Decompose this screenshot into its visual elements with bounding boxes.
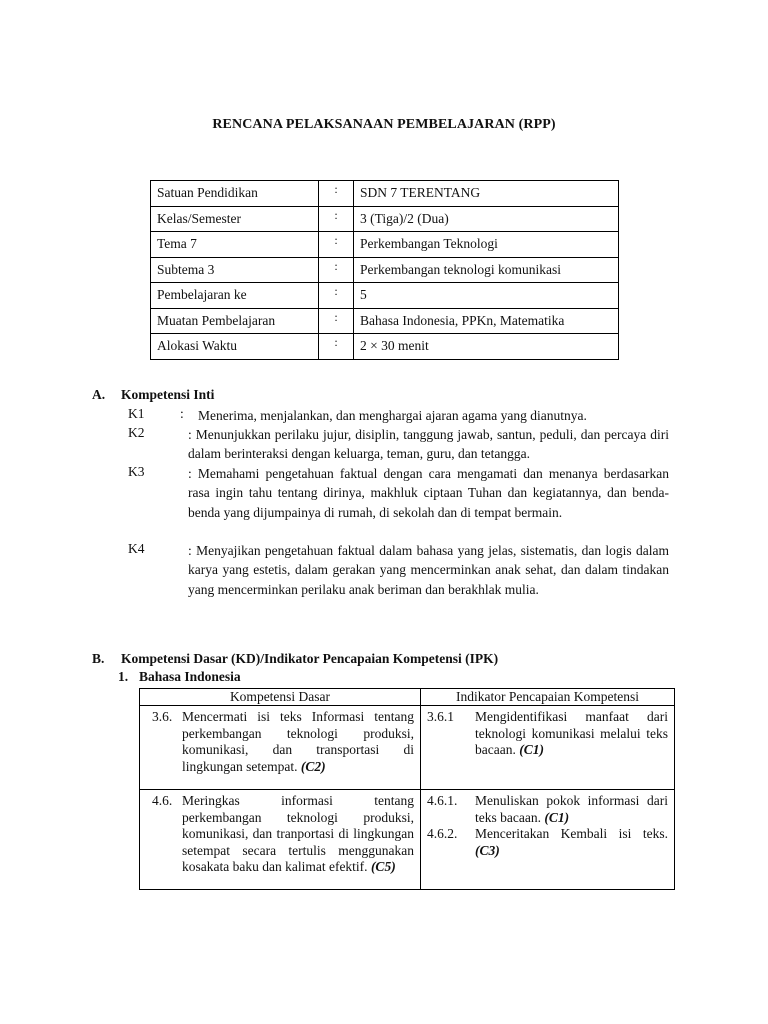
ki-separator: : — [180, 406, 184, 421]
identity-value: SDN 7 TERENTANG — [354, 181, 619, 207]
kd-row — [140, 706, 675, 790]
ipk-cell — [421, 706, 675, 790]
identity-separator: : — [319, 232, 354, 258]
identity-table — [150, 180, 619, 360]
ipk-level: (C3) — [475, 842, 500, 858]
ki-text: Menerima, menjalankan, dan menghargai ajaran agama yang dianutnya. — [198, 408, 587, 423]
identity-row — [151, 283, 619, 309]
kd-row — [140, 790, 675, 890]
identity-separator: : — [319, 334, 354, 360]
ipk-level: (C1) — [519, 742, 544, 757]
ipk-text: Mengidentifikasi manfaat dari teknologi komunikasi melalui teks bacaan. — [475, 709, 668, 757]
ki-text: : Memahami pengetahuan faktual dengan cara mengamati dan menanya berdasarkan rasa ingin tahu tentang dirinya, makhluk ciptaan Tuhan dan kegiatannya, dan benda-benda yang dijumpainya di rumah, di sekolah dan di tempat bermain. — [188, 466, 669, 520]
ipk-number: 4.6.2. — [427, 826, 458, 841]
identity-value: Perkembangan Teknologi — [354, 232, 619, 258]
section-a-letter: A. — [92, 387, 106, 402]
subject-number: 1. — [118, 669, 129, 684]
identity-row — [151, 308, 619, 334]
identity-separator: : — [319, 283, 354, 309]
identity-row — [151, 232, 619, 258]
kd-text: Meringkas informasi tentang perkembangan teknologi produksi, komunikasi, dan tranportasi di lingkungan setempat secara tertulis menggunakan kosakata baku dan kalimat efektif. — [182, 793, 414, 874]
identity-value: 3 (Tiga)/2 (Dua) — [354, 206, 619, 232]
ipk-number: 4.6.1. — [427, 793, 458, 808]
identity-label: Alokasi Waktu — [151, 334, 319, 360]
identity-row — [151, 181, 619, 207]
identity-separator: : — [319, 206, 354, 232]
kd-cell — [140, 790, 421, 890]
identity-separator: : — [319, 308, 354, 334]
ki-text: : Menyajikan pengetahuan faktual dalam bahasa yang jelas, sistematis, dan logis dalam karya yang estetis, dalam gerakan yang mencerminkan anak sehat, dan dalam tindakan yang mencerminkan perilaku anak beriman dan berakhlak mulia. — [188, 543, 669, 597]
column-header-ipk: Indikator Pencapaian Kompetensi — [421, 689, 675, 706]
subject-title: Bahasa Indonesia — [139, 669, 241, 684]
identity-value: 2 × 30 menit — [354, 334, 619, 360]
kd-number: 4.6. — [152, 793, 173, 808]
identity-value: Bahasa Indonesia, PPKn, Matematika — [354, 308, 619, 334]
kd-cell — [140, 706, 421, 790]
ipk-text: Menuliskan pokok informasi dari teks bacaan. — [475, 793, 668, 825]
identity-separator: : — [319, 181, 354, 207]
identity-label: Pembelajaran ke — [151, 283, 319, 309]
identity-row — [151, 334, 619, 360]
ipk-number: 3.6.1 — [427, 709, 454, 724]
ipk-cell — [421, 790, 675, 890]
identity-value: 5 — [354, 283, 619, 309]
kd-level: (C5) — [370, 859, 396, 874]
identity-row — [151, 206, 619, 232]
ki-text: : Menunjukkan perilaku jujur, disiplin, tanggung jawab, santun, peduli, dan percaya diri dalam berinteraksi dengan keluarga, teman, guru, dan tetangga. — [188, 427, 669, 462]
ki-code: K3 — [128, 464, 145, 479]
identity-value: Perkembangan teknologi komunikasi — [354, 257, 619, 283]
section-a-heading: Kompetensi Inti — [121, 387, 215, 402]
identity-separator: : — [319, 257, 354, 283]
ipk-text: Menceritakan Kembali isi teks. — [475, 826, 668, 841]
page-title: RENCANA PELAKSANAAN PEMBELAJARAN (RPP) — [212, 117, 556, 132]
identity-label: Muatan Pembelajaran — [151, 308, 319, 334]
identity-label: Subtema 3 — [151, 257, 319, 283]
section-b-letter: B. — [92, 651, 105, 666]
ki-code: K4 — [128, 541, 145, 556]
identity-label: Tema 7 — [151, 232, 319, 258]
identity-row — [151, 257, 619, 283]
kd-ipk-table — [139, 688, 675, 890]
kd-text: Mencermati isi teks Informasi tentang perkembangan teknologi produksi, komunikasi, dan transportasi di lingkungan setempat. — [182, 709, 414, 774]
identity-label: Satuan Pendidikan — [151, 181, 319, 207]
column-header-kd: Kompetensi Dasar — [140, 689, 421, 706]
ipk-level: (C1) — [544, 809, 570, 825]
kd-level: (C2) — [300, 758, 326, 774]
identity-label: Kelas/Semester — [151, 206, 319, 232]
kd-number: 3.6. — [152, 709, 173, 724]
ki-code: K1 — [128, 406, 145, 421]
ki-code: K2 — [128, 425, 145, 440]
section-b-heading: Kompetensi Dasar (KD)/Indikator Pencapaian Kompetensi (IPK) — [121, 651, 499, 666]
